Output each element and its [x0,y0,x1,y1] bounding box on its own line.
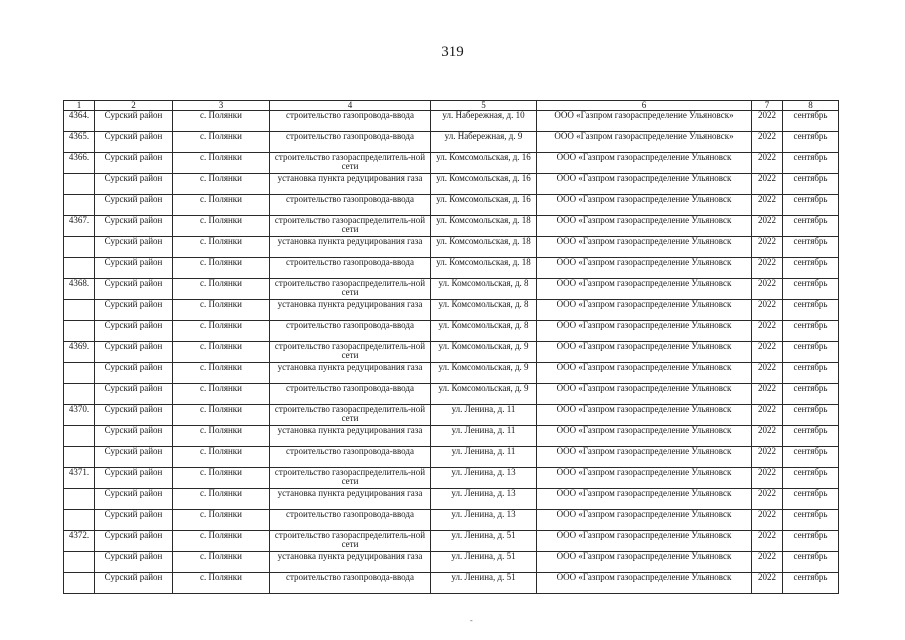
cell-address: ул. Ленина, д. 13 [431,468,537,489]
cell-work-type: строительство газораспределитель-ной сети [270,216,431,237]
cell-work-type: строительство газораспределитель-ной сети [270,468,431,489]
cell-organization: ООО «Газпром газораспределение Ульяновск» [537,111,752,132]
cell-district: Сурский район [95,468,173,489]
cell-number [64,195,95,216]
cell-number [64,426,95,447]
cell-organization: ООО «Газпром газораспределение Ульяновск [537,174,752,195]
cell-address: ул. Комсомольская, д. 8 [431,321,537,342]
cell-district: Сурский район [95,342,173,363]
cell-address: ул. Комсомольская, д. 16 [431,195,537,216]
cell-month: сентябрь [783,279,839,300]
cell-district: Сурский район [95,447,173,468]
cell-number: 4364. [64,111,95,132]
cell-organization: ООО «Газпром газораспределение Ульяновск [537,363,752,384]
cell-settlement: с. Полянки [173,531,270,552]
cell-settlement: с. Полянки [173,552,270,573]
cell-district: Сурский район [95,510,173,531]
cell-settlement: с. Полянки [173,489,270,510]
cell-month: сентябрь [783,531,839,552]
cell-organization: ООО «Газпром газораспределение Ульяновск [537,426,752,447]
cell-settlement: с. Полянки [173,111,270,132]
cell-year: 2022 [752,279,783,300]
cell-settlement: с. Полянки [173,153,270,174]
cell-number: 4367. [64,216,95,237]
cell-district: Сурский район [95,237,173,258]
cell-year: 2022 [752,342,783,363]
cell-year: 2022 [752,426,783,447]
cell-district: Сурский район [95,321,173,342]
cell-month: сентябрь [783,447,839,468]
cell-settlement: с. Полянки [173,195,270,216]
page-number: 319 [441,44,464,60]
cell-number [64,384,95,405]
cell-work-type: установка пункта редуцирования газа [270,552,431,573]
cell-month: сентябрь [783,132,839,153]
cell-organization: ООО «Газпром газораспределение Ульяновск [537,573,752,594]
cell-month: сентябрь [783,195,839,216]
cell-settlement: с. Полянки [173,279,270,300]
cell-settlement: с. Полянки [173,174,270,195]
cell-settlement: с. Полянки [173,573,270,594]
cell-settlement: с. Полянки [173,447,270,468]
cell-number [64,573,95,594]
cell-address: ул. Ленина, д. 51 [431,531,537,552]
cell-number [64,300,95,321]
cell-month: сентябрь [783,384,839,405]
cell-year: 2022 [752,552,783,573]
cell-number: 4372. [64,531,95,552]
table-row [64,195,839,216]
cell-address: ул. Комсомольская, д. 9 [431,384,537,405]
cell-work-type: строительство газораспределитель-ной сети [270,531,431,552]
table-row [64,384,839,405]
cell-organization: ООО «Газпром газораспределение Ульяновск [537,342,752,363]
table-row [64,300,839,321]
cell-address: ул. Комсомольская, д. 8 [431,300,537,321]
cell-organization: ООО «Газпром газораспределение Ульяновск [537,321,752,342]
cell-year: 2022 [752,237,783,258]
cell-district: Сурский район [95,195,173,216]
cell-address: ул. Набережная, д. 9 [431,132,537,153]
cell-settlement: с. Полянки [173,258,270,279]
table-row [64,216,839,237]
cell-settlement: с. Полянки [173,468,270,489]
cell-month: сентябрь [783,510,839,531]
cell-month: сентябрь [783,300,839,321]
cell-organization: ООО «Газпром газораспределение Ульяновск [537,195,752,216]
cell-year: 2022 [752,153,783,174]
cell-month: сентябрь [783,363,839,384]
cell-number: 4370. [64,405,95,426]
cell-address: ул. Комсомольская, д. 18 [431,258,537,279]
cell-month: сентябрь [783,489,839,510]
cell-number: 4371. [64,468,95,489]
cell-year: 2022 [752,258,783,279]
header-row [64,101,839,111]
cell-address: ул. Ленина, д. 11 [431,405,537,426]
cell-work-type: строительство газопровода-ввода [270,321,431,342]
cell-month: сентябрь [783,258,839,279]
cell-work-type: установка пункта редуцирования газа [270,174,431,195]
table-row [64,258,839,279]
cell-month: сентябрь [783,573,839,594]
cell-year: 2022 [752,174,783,195]
column-header: 3 [173,101,270,111]
cell-district: Сурский район [95,531,173,552]
cell-organization: ООО «Газпром газораспределение Ульяновск [537,531,752,552]
cell-year: 2022 [752,405,783,426]
cell-month: сентябрь [783,111,839,132]
cell-district: Сурский район [95,363,173,384]
table-row [64,153,839,174]
column-header: 7 [752,101,783,111]
cell-district: Сурский район [95,174,173,195]
cell-district: Сурский район [95,405,173,426]
cell-address: ул. Набережная, д. 10 [431,111,537,132]
cell-year: 2022 [752,216,783,237]
cell-work-type: установка пункта редуцирования газа [270,237,431,258]
cell-address: ул. Комсомольская, д. 9 [431,342,537,363]
column-header: 8 [783,101,839,111]
cell-address: ул. Комсомольская, д. 8 [431,279,537,300]
cell-settlement: с. Полянки [173,384,270,405]
cell-year: 2022 [752,489,783,510]
cell-work-type: строительство газопровода-ввода [270,195,431,216]
cell-settlement: с. Полянки [173,363,270,384]
cell-settlement: с. Полянки [173,300,270,321]
table-row [64,279,839,300]
cell-district: Сурский район [95,489,173,510]
cell-number: 4366. [64,153,95,174]
cell-year: 2022 [752,573,783,594]
cell-address: ул. Ленина, д. 11 [431,426,537,447]
cell-number [64,237,95,258]
cell-number: 4369. [64,342,95,363]
cell-organization: ООО «Газпром газораспределение Ульяновск [537,468,752,489]
table-row [64,237,839,258]
cell-organization: ООО «Газпром газораспределение Ульяновск [537,552,752,573]
cell-work-type: строительство газораспределитель-ной сети [270,342,431,363]
cell-number [64,510,95,531]
table-row [64,510,839,531]
cell-number [64,363,95,384]
table-row [64,321,839,342]
cell-year: 2022 [752,195,783,216]
cell-work-type: установка пункта редуцирования газа [270,489,431,510]
cell-organization: ООО «Газпром газораспределение Ульяновск [537,489,752,510]
cell-organization: ООО «Газпром газораспределение Ульяновск [537,153,752,174]
table-row [64,468,839,489]
cell-address: ул. Ленина, д. 13 [431,510,537,531]
cell-district: Сурский район [95,426,173,447]
cell-year: 2022 [752,384,783,405]
table-row [64,573,839,594]
works-table [63,100,839,594]
table-row [64,342,839,363]
cell-number [64,321,95,342]
cell-district: Сурский район [95,216,173,237]
cell-settlement: с. Полянки [173,405,270,426]
cell-address: ул. Ленина, д. 51 [431,552,537,573]
cell-number: 4365. [64,132,95,153]
cell-work-type: установка пункта редуцирования газа [270,300,431,321]
cell-organization: ООО «Газпром газораспределение Ульяновск [537,405,752,426]
cell-number: 4368. [64,279,95,300]
cell-settlement: с. Полянки [173,237,270,258]
cell-organization: ООО «Газпром газораспределение Ульяновск [537,300,752,321]
cell-organization: ООО «Газпром газораспределение Ульяновск [537,258,752,279]
cell-number [64,447,95,468]
cell-month: сентябрь [783,321,839,342]
cell-organization: ООО «Газпром газораспределение Ульяновск» [537,132,752,153]
cell-address: ул. Комсомольская, д. 16 [431,174,537,195]
cell-organization: ООО «Газпром газораспределение Ульяновск [537,216,752,237]
table-body [64,111,839,594]
cell-address: ул. Ленина, д. 11 [431,447,537,468]
table-row [64,552,839,573]
cell-month: сентябрь [783,216,839,237]
table-row [64,531,839,552]
page-mark: - [470,616,473,625]
cell-address: ул. Комсомольская, д. 9 [431,363,537,384]
cell-year: 2022 [752,510,783,531]
cell-month: сентябрь [783,426,839,447]
cell-district: Сурский район [95,573,173,594]
cell-organization: ООО «Газпром газораспределение Ульяновск [537,447,752,468]
cell-month: сентябрь [783,237,839,258]
cell-month: сентябрь [783,174,839,195]
cell-work-type: строительство газопровода-ввода [270,384,431,405]
cell-work-type: строительство газопровода-ввода [270,510,431,531]
cell-organization: ООО «Газпром газораспределение Ульяновск [537,237,752,258]
table-row [64,426,839,447]
column-header: 2 [95,101,173,111]
cell-district: Сурский район [95,111,173,132]
cell-work-type: строительство газораспределитель-ной сети [270,153,431,174]
cell-organization: ООО «Газпром газораспределение Ульяновск [537,279,752,300]
cell-district: Сурский район [95,153,173,174]
table-row [64,174,839,195]
cell-work-type: строительство газопровода-ввода [270,573,431,594]
cell-work-type: строительство газопровода-ввода [270,447,431,468]
cell-year: 2022 [752,468,783,489]
cell-work-type: установка пункта редуцирования газа [270,426,431,447]
cell-settlement: с. Полянки [173,321,270,342]
cell-organization: ООО «Газпром газораспределение Ульяновск [537,510,752,531]
cell-month: сентябрь [783,552,839,573]
cell-settlement: с. Полянки [173,426,270,447]
cell-district: Сурский район [95,279,173,300]
cell-year: 2022 [752,132,783,153]
cell-address: ул. Комсомольская, д. 18 [431,237,537,258]
cell-number [64,552,95,573]
cell-year: 2022 [752,111,783,132]
cell-number [64,489,95,510]
cell-month: сентябрь [783,405,839,426]
cell-number [64,258,95,279]
cell-number [64,174,95,195]
cell-organization: ООО «Газпром газораспределение Ульяновск [537,384,752,405]
column-header: 5 [431,101,537,111]
cell-year: 2022 [752,300,783,321]
cell-address: ул. Ленина, д. 51 [431,573,537,594]
cell-district: Сурский район [95,258,173,279]
cell-work-type: строительство газопровода-ввода [270,258,431,279]
cell-month: сентябрь [783,342,839,363]
cell-address: ул. Комсомольская, д. 16 [431,153,537,174]
cell-address: ул. Комсомольская, д. 18 [431,216,537,237]
cell-district: Сурский район [95,300,173,321]
cell-settlement: с. Полянки [173,132,270,153]
table-row [64,447,839,468]
cell-year: 2022 [752,531,783,552]
cell-district: Сурский район [95,552,173,573]
cell-address: ул. Ленина, д. 13 [431,489,537,510]
cell-settlement: с. Полянки [173,510,270,531]
table-row [64,405,839,426]
column-header: 4 [270,101,431,111]
table-row [64,363,839,384]
cell-work-type: строительство газопровода-ввода [270,132,431,153]
cell-work-type: строительство газопровода-ввода [270,111,431,132]
cell-month: сентябрь [783,153,839,174]
cell-settlement: с. Полянки [173,342,270,363]
cell-district: Сурский район [95,132,173,153]
cell-year: 2022 [752,321,783,342]
table-row [64,111,839,132]
table-row [64,132,839,153]
cell-year: 2022 [752,447,783,468]
table-row [64,489,839,510]
cell-settlement: с. Полянки [173,216,270,237]
cell-district: Сурский район [95,384,173,405]
cell-month: сентябрь [783,468,839,489]
cell-work-type: строительство газораспределитель-ной сети [270,405,431,426]
column-header: 6 [537,101,752,111]
cell-year: 2022 [752,363,783,384]
column-header: 1 [64,101,95,111]
cell-work-type: строительство газораспределитель-ной сети [270,279,431,300]
cell-work-type: установка пункта редуцирования газа [270,363,431,384]
